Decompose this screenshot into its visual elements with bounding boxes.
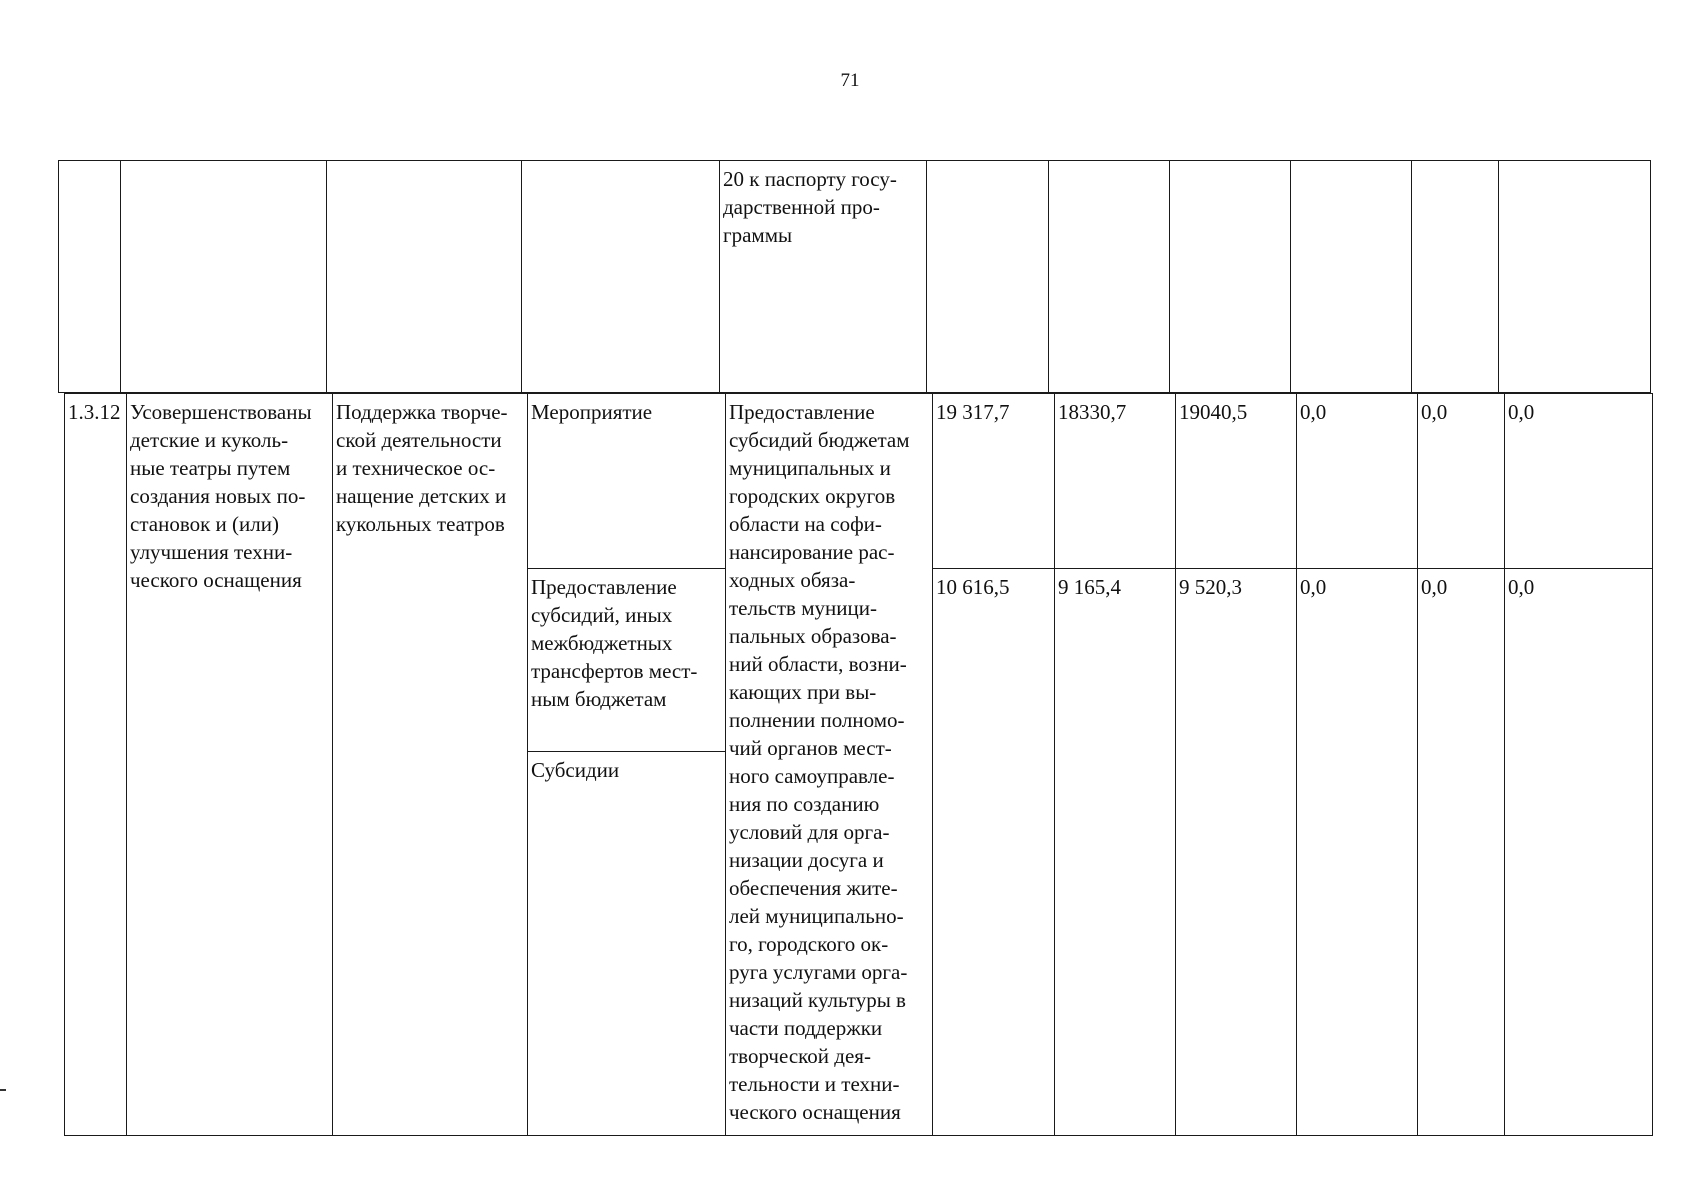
row-result: Усовершенствованы детские и куколь- ные театры путем создания новых по- становок и (или) улучшения техни- ческого оснащения [127, 394, 333, 1136]
value-cell: 9 165,4 [1055, 569, 1176, 752]
row-activity: Поддержка творче- ской деятельности и техническое ос- нащение детских и кукольных театров [333, 394, 528, 1136]
table-row [65, 394, 1653, 569]
value-cell [933, 752, 1055, 1136]
value-cell [1055, 752, 1176, 1136]
table-row [59, 161, 1651, 393]
cell-value [1412, 161, 1499, 393]
value-cell [1418, 752, 1505, 1136]
value-cell [1297, 752, 1418, 1136]
value-cell: 0,0 [1505, 569, 1653, 752]
value-cell: 0,0 [1418, 569, 1505, 752]
row-description: Предоставление субсидий бюджетам муниципальных и городских округов области на софи- нансирование рас- ходных обяза- тельств муници- пальных образова- ний области, возни- кающих при вы- полнении полномо- чий органов мест- ного самоуправле- ния по созданию условий для орга- низации досуга и обеспечения жите- лей муниципально- го, городского ок- руга услугами орга- низаций культуры в части поддержки творческой дея- тельности и техни- ческого оснащения [726, 394, 933, 1136]
value-cell [1505, 752, 1653, 1136]
cell-type [522, 161, 720, 393]
value-cell: 0,0 [1418, 394, 1505, 569]
value-cell: 9 520,3 [1176, 569, 1297, 752]
value-cell: 10 616,5 [933, 569, 1055, 752]
page-number: 71 [840, 70, 860, 91]
value-cell: 18330,7 [1055, 394, 1176, 569]
cell-value [1049, 161, 1170, 393]
subrow-type: Предоставление субсидий, иных межбюджетных трансфертов мест- ным бюджетам [528, 569, 726, 752]
cell-value [1170, 161, 1291, 393]
value-cell: 0,0 [1297, 394, 1418, 569]
cell-value [1499, 161, 1651, 393]
cell-number [59, 161, 121, 393]
subrow-type: Мероприятие [528, 394, 726, 569]
value-cell: 0,0 [1505, 394, 1653, 569]
subrow-type: Субсидии [528, 752, 726, 1136]
cell-description: 20 к паспорту госу- дарственной про- граммы [720, 161, 927, 393]
cell-value [927, 161, 1049, 393]
table-continuation [58, 160, 1651, 393]
value-cell [1176, 752, 1297, 1136]
scan-mark [0, 1089, 6, 1091]
row-number: 1.3.12 [65, 394, 127, 1136]
value-cell: 19 317,7 [933, 394, 1055, 569]
cell-activity [327, 161, 522, 393]
table-main [64, 393, 1653, 1136]
cell-value [1291, 161, 1412, 393]
cell-result [121, 161, 327, 393]
value-cell: 0,0 [1297, 569, 1418, 752]
value-cell: 19040,5 [1176, 394, 1297, 569]
